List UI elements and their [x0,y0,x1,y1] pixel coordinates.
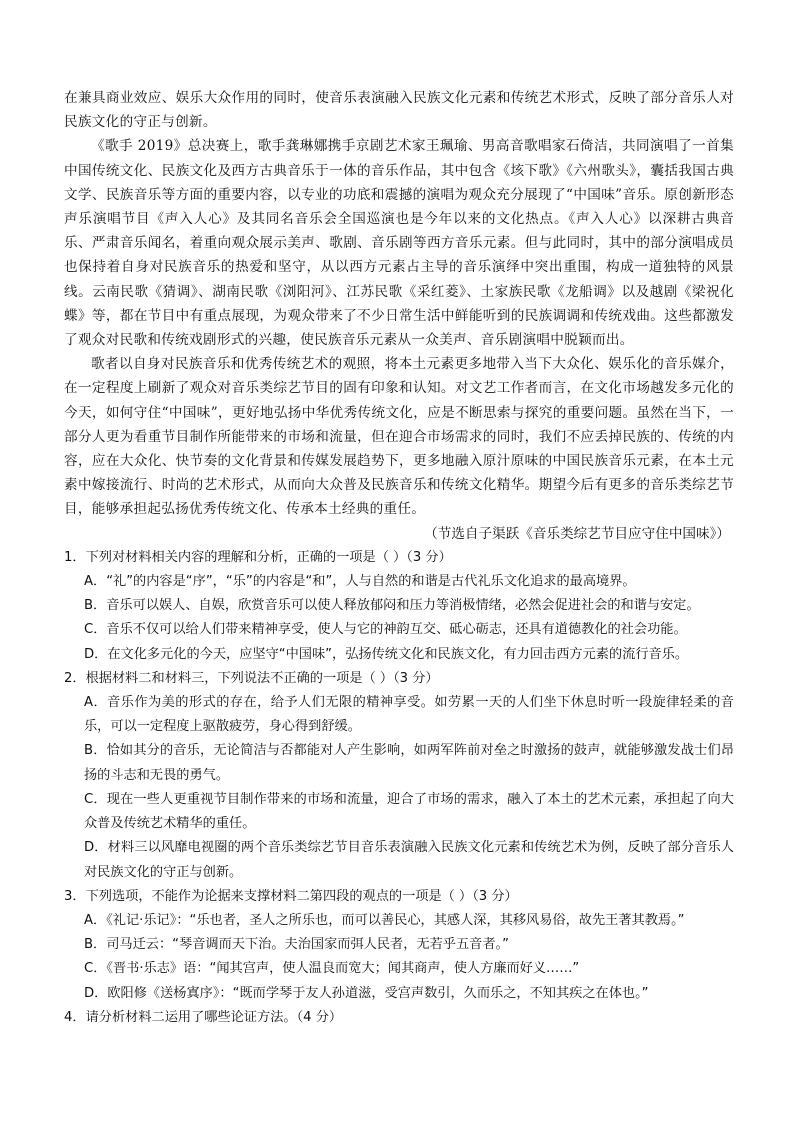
material-paragraph-2: 歌者以自身对民族音乐和优秀传统艺术的观照，将本土元素更多地带入当下大众化、娱乐化的音乐媒介，在一定程度上刷新了观众对音乐类综艺节目的固有印象和认知。对文艺工作者而言，在文化市场越发多元化的今天，如何守住“中国味”，更好地弘扬中华优秀传统文化，应是不断思索与探究的重要问题。虽然在当下，一部分人更为看重节目制作所能带来的市场和流量，但在迎合市场需求的同时，我们不应丢掉民族的、传统的内容，应在大众化、快节奏的文化背景和传媒发展趋势下，更多地融入原汁原味的中国民族音乐元素，在本土元素中嫁接流行、时尚的艺术形式，从而向大众普及民族音乐和传统文化精华。期望今后有更多的音乐类综艺节目，能够承担起弘扬优秀传统文化、传承本土经典的重任。 [64,356,734,518]
option-a: A．音乐作为美的形式的存在，给予人们无限的精神享受。如劳累一天的人们坐下休息时听一段旋律轻柔的音乐，可以一定程度上驱散疲劳，身心得到舒缓。 [84,695,734,735]
question-1 [64,546,734,667]
document-page [64,86,734,1030]
option-d: D．材料三以风靡电视圈的两个音乐类综艺节目音乐表演融入民族文化元素和传统艺术为例，反映了部分音乐人对民族文化的守正与创新。 [84,840,734,880]
question-stem: 4．请分析材料二运用了哪些论证方法。（4 分） [64,1009,343,1025]
option-c: C．《晋书·乐志》语：“闻其宫声，使人温良而宽大；闻其商声，使人方廉而好义……” [84,961,580,977]
question-stem: 2．根据材料二和材料三，下列说法不正确的一项是（ ）（3 分） [64,670,439,686]
question-4 [64,1006,734,1030]
question-stem: 3．下列选项，不能作为论据来支撑材料二第四段的观点的一项是（ ）（3 分） [64,888,518,904]
option-b: B．司马迁云：“琴音调而天下治。夫治国家而弭人民者，无若乎五音者。” [84,937,509,953]
material-paragraph-continued: 在兼具商业效应、娱乐大众作用的同时，使音乐表演融入民族文化元素和传统艺术形式，反映了部分音乐人对民族文化的守正与创新。 [64,90,734,131]
option-a: A．“礼”的内容是“序”，“乐”的内容是“和”，人与自然的和谐是古代礼乐文化追求的最高境界。 [84,574,636,590]
material-paragraph-1: 《歌手 2019》总决赛上，歌手龚琳娜携手京剧艺术家王珮瑜、男高音歌唱家石倚洁，共同演唱了一首集中国传统文化、民族文化及西方古典音乐于一体的音乐作品，其中包含《垓下歌》《六州歌头》，囊括我国古典文学、民族音乐等方面的重要内容，以专业的功底和震撼的演唱为观众充分展现了“中国味”音乐。原创新形态声乐演唱节目《声入人心》及其同名音乐会全国巡演也是今年以来的文化热点。《声入人心》以深耕古典音乐、严肃音乐闻名，着重向观众展示美声、歌剧、音乐剧等西方音乐元素。但与此同时，其中的部分演唱成员也保持着自身对民族音乐的热爱和坚守，从以西方元素占主导的音乐演绎中突出重围，构成一道独特的风景线。云南民歌《猜调》、湖南民歌《浏阳河》、江苏民歌《采红菱》、土家族民歌《龙船调》以及越剧《梁祝化蝶》等，都在节目中有重点展现，为观众带来了不少日常生活中鲜能听到的民族调调和传统戏曲。这些都激发了观众对民歌和传统戏剧形式的兴趣，使民族音乐元素从一众美声、音乐剧演唱中脱颖而出。 [64,138,734,349]
option-d: D．在文化多元化的今天，应坚守“中国味”，弘扬传统文化和民族文化，有力回击西方元素的流行音乐。 [84,646,689,662]
option-c: C．音乐不仅可以给人们带来精神享受，使人与它的神韵互交、砥心砺志，还具有道德教化的社会功能。 [84,622,687,638]
question-3 [64,885,734,1006]
option-b: B．恰如其分的音乐，无论简洁与否都能对人产生影响，如两军阵前对垒之时激扬的鼓声，就能够激发战士们昂扬的斗志和无畏的勇气。 [84,743,734,783]
material-source: （节选自子渠跃《音乐类综艺节目应守住中国味》） [424,525,730,542]
option-d: D．欧阳修《送杨寘序》：“既而学琴于友人孙道滋，受宫声数引，久而乐之，不知其疾之在体也。” [84,985,649,1001]
option-a: A．《礼记·乐记》：“乐也者，圣人之所乐也，而可以善民心，其感人深，其移风易俗，故先王著其教焉。” [84,912,685,928]
option-c: C．现在一些人更重视节目制作带来的市场和流量，迎合了市场的需求，融入了本土的艺术元素，承担起了向大众普及传统艺术精华的重任。 [84,791,734,832]
question-stem: 1．下列对材料相关内容的理解和分析，正确的一项是（ ）（3 分） [64,549,452,565]
option-b: B．音乐可以娱人、自娱，欣赏音乐可以使人释放郁闷和压力等消极情绪，必然会促进社会的和谐与安定。 [84,598,700,614]
question-2 [64,667,734,885]
